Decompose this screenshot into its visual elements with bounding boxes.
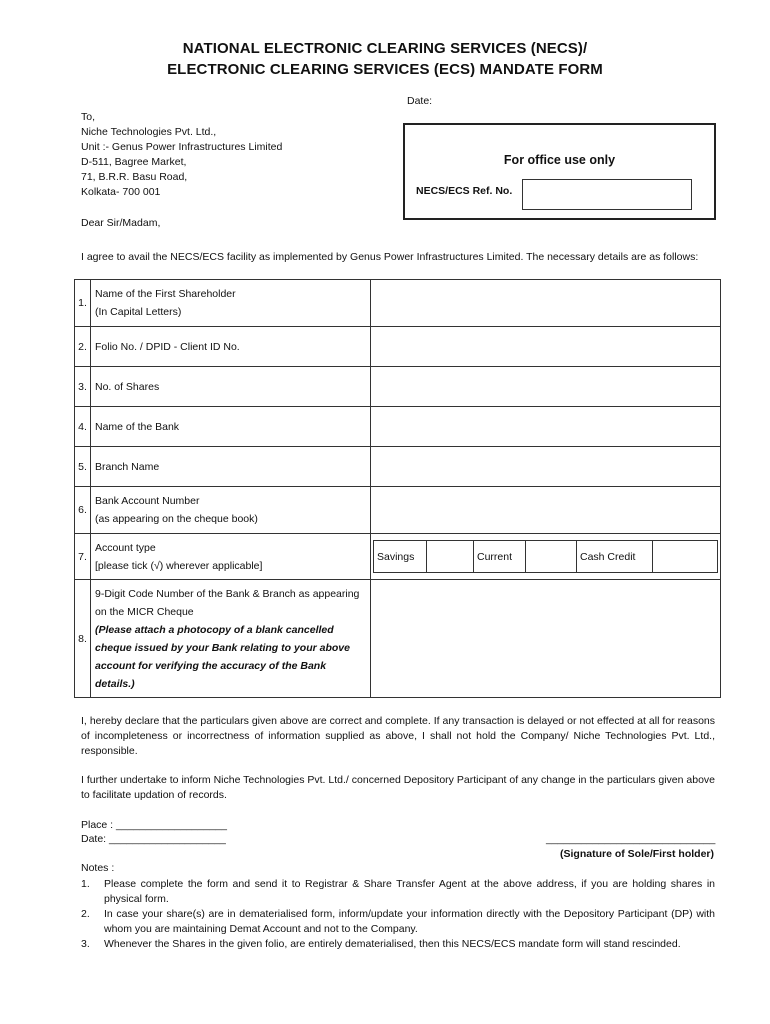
- list-item: [81, 907, 715, 937]
- address-line: Niche Technologies Pvt. Ltd.,: [81, 126, 217, 138]
- row-label: Folio No. / DPID - Client ID No.: [91, 327, 371, 367]
- ref-no-field[interactable]: [522, 179, 692, 210]
- row-label-text: Name of the First Shareholder: [95, 288, 236, 300]
- office-use-box: [403, 123, 716, 220]
- row-label: [91, 534, 371, 580]
- row-label: No. of Shares: [91, 367, 371, 407]
- row-label: [91, 580, 371, 698]
- address-line: To,: [81, 111, 96, 123]
- list-item: [81, 937, 715, 952]
- row-number: 2.: [75, 327, 91, 367]
- bank-name-field[interactable]: [371, 407, 721, 447]
- row-number: 3.: [75, 367, 91, 407]
- row-number: 4.: [75, 407, 91, 447]
- current-label: Current: [474, 541, 526, 572]
- table-row: [75, 407, 721, 447]
- address-line: D-511, Bagree Market,: [81, 156, 187, 168]
- form-title-line2: ELECTRONIC CLEARING SERVICES (ECS) MANDATE FORM: [167, 61, 603, 78]
- row-label-sub: [please tick (√) wherever applicable]: [95, 559, 263, 572]
- note-text: Whenever the Shares in the given folio, are entirely dematerialised, then this NECS/ECS mandate form will stand rescinded.: [104, 938, 681, 950]
- row-label: Branch Name: [91, 447, 371, 487]
- table-row: [75, 327, 721, 367]
- shares-count-field[interactable]: [371, 367, 721, 407]
- cash-credit-label: Cash Credit: [577, 541, 653, 572]
- row-label: Name of the Bank: [91, 407, 371, 447]
- notes-list: [81, 877, 715, 952]
- date-field[interactable]: Date: ____________________: [81, 833, 226, 845]
- signature-line[interactable]: _____________________________: [546, 833, 716, 845]
- undertaking-paragraph: I further undertake to inform Niche Technologies Pvt. Ltd./ concerned Depository Participant of any change in the particulars given above to facilitate updation of records.: [81, 774, 715, 801]
- shareholder-name-field[interactable]: [371, 280, 721, 327]
- row-number: 1.: [75, 280, 91, 327]
- row-label-text: Account type: [95, 541, 156, 554]
- savings-checkbox[interactable]: [427, 541, 474, 572]
- branch-name-field[interactable]: [371, 447, 721, 487]
- row-label-text: 9-Digit Code Number of the Bank & Branch as appearing on the MICR Cheque: [95, 587, 360, 618]
- notes-label: Notes :: [81, 862, 115, 874]
- place-field[interactable]: Place : ___________________: [81, 819, 227, 831]
- row-label: [91, 280, 371, 327]
- folio-field[interactable]: [371, 327, 721, 367]
- row-label: [91, 487, 371, 534]
- cash-credit-checkbox[interactable]: [653, 541, 717, 572]
- savings-label: Savings: [374, 541, 427, 572]
- date-label: Date:: [407, 95, 433, 107]
- form-title-line1: NATIONAL ELECTRONIC CLEARING SERVICES (NECS)/: [182, 40, 588, 57]
- row-label-sub: (In Capital Letters): [95, 306, 182, 318]
- salutation: Dear Sir/Madam,: [81, 217, 161, 229]
- row-number: 6.: [75, 487, 91, 534]
- row-number: 7.: [75, 534, 91, 580]
- list-item: [81, 877, 715, 907]
- row-number: 5.: [75, 447, 91, 487]
- note-text: In case your share(s) are in dematerialised form, inform/update your information directly with the Depository Participant (DP) with whom you are maintaining Demat Account and not to the Company.: [104, 908, 715, 935]
- declaration-paragraph: I, hereby declare that the particulars given above are correct and complete. If any transaction is delayed or not effected at all for reasons of incompleteness or incorrectness of information supplied as above, I shall not hold the Company/ Niche Technologies Pvt. Ltd., responsible.: [81, 715, 715, 757]
- table-row: [75, 580, 721, 698]
- micr-code-field[interactable]: [371, 580, 721, 698]
- intro-paragraph: I agree to avail the NECS/ECS facility as implemented by Genus Power Infrastructures Limited. The necessary details are as follows:: [81, 251, 699, 263]
- table-row: [75, 487, 721, 534]
- table-row: [75, 367, 721, 407]
- ref-no-label: NECS/ECS Ref. No.: [416, 185, 513, 197]
- office-use-title: For office use only: [503, 153, 616, 167]
- row-label-text: Bank Account Number: [95, 495, 200, 507]
- row-number: 8.: [75, 580, 91, 698]
- address-line: 71, B.R.R. Basu Road,: [81, 171, 188, 183]
- note-text: Please complete the form and send it to Registrar & Share Transfer Agent at the above address, if you are holding shares in physical form.: [104, 878, 715, 905]
- note-number: 2.: [81, 908, 90, 920]
- row-label-sub: (as appearing on the cheque book): [95, 513, 258, 525]
- note-number: 3.: [81, 938, 90, 950]
- details-table: [74, 279, 721, 698]
- table-row: [75, 534, 721, 580]
- account-type-cell: [371, 534, 721, 580]
- address-block: [81, 110, 282, 200]
- account-number-field[interactable]: [371, 487, 721, 534]
- address-line: Unit :- Genus Power Infrastructures Limited: [81, 141, 283, 153]
- note-number: 1.: [81, 878, 90, 890]
- current-checkbox[interactable]: [526, 541, 577, 572]
- signature-caption: (Signature of Sole/First holder): [559, 848, 714, 860]
- table-row: [75, 280, 721, 327]
- account-type-options: [373, 540, 718, 573]
- row-label-note: (Please attach a photocopy of a blank cancelled cheque issued by your Bank relating to your above account for verifying the accuracy of the Bank details.): [95, 623, 350, 690]
- address-line: Kolkata- 700 001: [81, 186, 161, 198]
- table-row: [75, 447, 721, 487]
